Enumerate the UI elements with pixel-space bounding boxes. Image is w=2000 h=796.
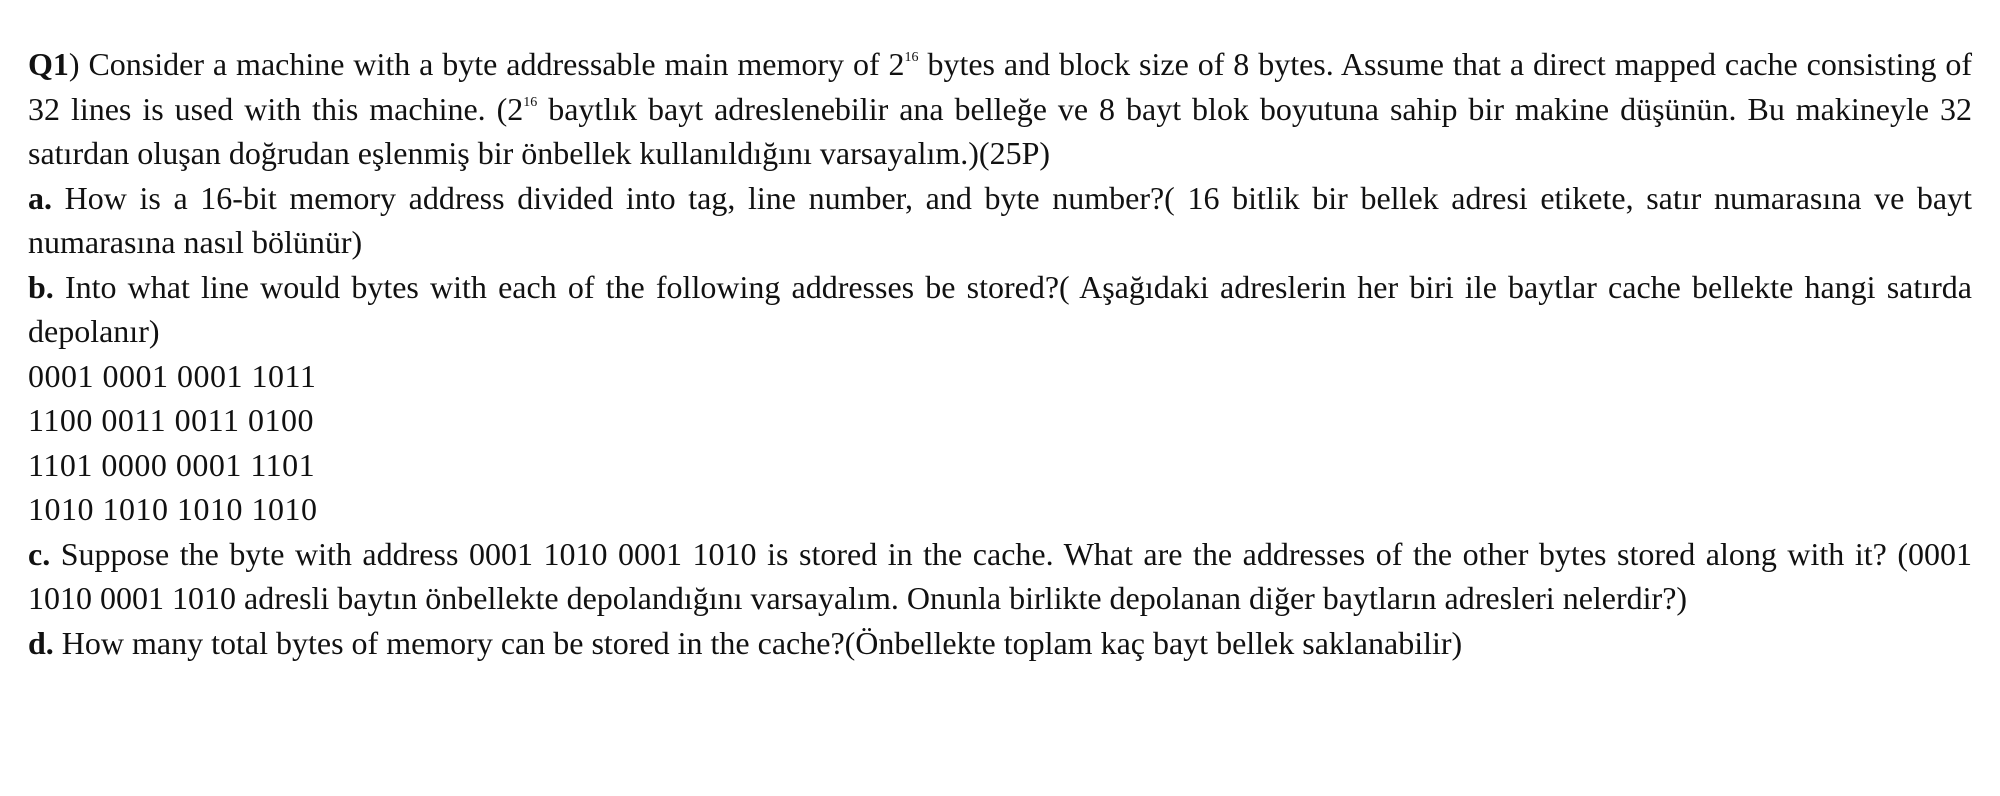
part-b — [28, 265, 1972, 354]
part-b-label: b. — [28, 268, 54, 305]
question-intro — [28, 42, 1972, 176]
part-a-label: a. — [28, 179, 52, 216]
address-1: 0001 0001 0001 1011 — [28, 357, 317, 394]
question-label: Q1 — [28, 46, 69, 82]
address-4: 1010 1010 1010 1010 — [28, 491, 318, 527]
question-intro-text-2: bytes and block size of 8 bytes. Assume that a direct mapped cache consisting of 32 lines is used with this machine. (2 — [28, 46, 1973, 127]
part-b-text: Into what line would bytes with each of the following addresses be stored?( Aşağıdaki adreslerin her biri ile baytlar cache bellekte hangi satırda depolanır) — [28, 268, 1972, 349]
part-c-text: Suppose the byte with address 0001 1010 0001 1010 is stored in the cache. What are the addresses of the other bytes stored along with it? (0001 1010 0001 1010 adresli baytın önbellekte depolandığını varsayalım. Onunla birlikte depolanan diğer baytların adresleri nelerdir?) — [28, 535, 1972, 616]
exponent-2: 16 — [523, 94, 538, 110]
question-intro-text-1: ) Consider a machine with a byte addressable main memory of 2 — [68, 46, 905, 82]
address-2: 1100 0011 0011 0100 — [28, 402, 314, 438]
part-d-text: How many total bytes of memory can be stored in the cache?(Önbellekte toplam kaç bayt bellek saklanabilir) — [53, 624, 1463, 661]
exponent-1: 16 — [904, 50, 919, 65]
part-d-label: d. — [28, 624, 54, 661]
question-intro-text-3: baytlık bayt adreslenebilir ana belleğe ve 8 bayt blok boyutuna sahip bir makine düşünün. Bu makineyle 32 satırdan oluşan doğrudan eşlenmiş bir önbellek kullanıldığını varsayalım.)(25P) — [28, 90, 1973, 171]
part-a-text: How is a 16-bit memory address divided into tag, line number, and byte number?( 16 bitlik bir bellek adresi etikete, satır numarasına ve bayt numarasına nasıl bölünür) — [28, 179, 1972, 260]
part-c — [28, 532, 1972, 621]
address-3: 1101 0000 0001 1101 — [28, 446, 316, 483]
part-a — [28, 176, 1972, 265]
part-c-label: c. — [28, 535, 51, 572]
part-d — [28, 621, 1972, 666]
